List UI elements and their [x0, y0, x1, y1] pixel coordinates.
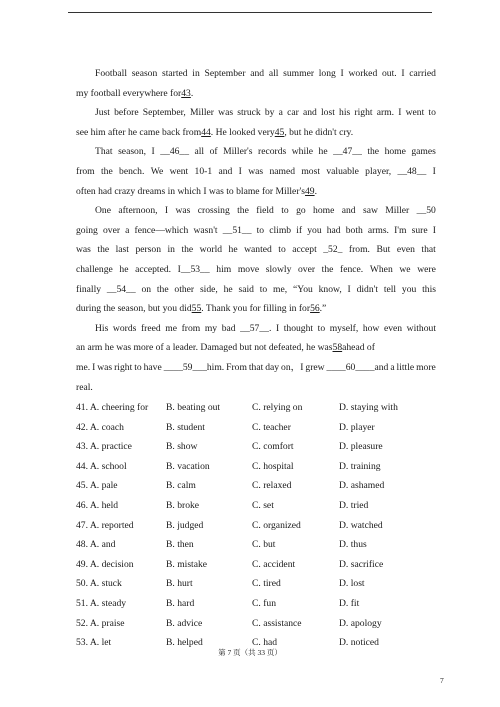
- passage-word: I: [92, 361, 96, 373]
- passage-word: .: [190, 87, 194, 99]
- passage-word: if: [296, 224, 303, 236]
- option-row: [76, 516, 436, 536]
- option-choice: D. apology: [339, 617, 382, 629]
- passage-word: all: [268, 68, 279, 79]
- passage-word: One: [95, 205, 111, 217]
- passage-word: I: [238, 165, 242, 177]
- passage-word: . Thank you for filling in for: [201, 303, 311, 315]
- passage-line: [76, 299, 436, 319]
- option-choice: C. accident: [252, 558, 296, 570]
- passage-word: freed: [140, 322, 161, 334]
- passage-word: crossing: [197, 205, 230, 217]
- passage-word: to: [278, 244, 286, 256]
- passage-line: [76, 162, 436, 182]
- passage-word: bench.: [119, 165, 145, 177]
- passage-word: arms.: [367, 224, 389, 236]
- passage-word: go: [296, 205, 306, 217]
- passage-word: 55: [191, 303, 202, 315]
- option-choice: C. hospital: [252, 460, 294, 472]
- passage-word: he: [119, 263, 129, 275]
- option-row: [76, 496, 436, 516]
- passage-word: finally: [76, 283, 102, 295]
- passage-word: he: [223, 283, 233, 295]
- passage-word: me,: [273, 283, 288, 295]
- option-choice: B. advice: [166, 617, 203, 629]
- passage-word: player,: [365, 165, 392, 177]
- passage-word: myself,: [329, 322, 359, 334]
- option-choice: C. fun: [252, 597, 276, 609]
- option-row: [76, 614, 436, 634]
- passage-word: on，I: [281, 361, 304, 373]
- passage-word: both: [345, 224, 363, 236]
- option-choice: 42. A. coach: [76, 421, 124, 433]
- passage-word: out.: [381, 68, 397, 79]
- passage-word: the: [156, 283, 169, 295]
- passage-word: records: [258, 146, 287, 158]
- passage-word: from: [181, 322, 201, 334]
- option-choice: B. beating out: [166, 402, 221, 413]
- passage-word: in: [192, 68, 200, 79]
- passage-line: [76, 201, 436, 221]
- passage-word: over: [298, 263, 316, 275]
- passage-word: __48__: [397, 165, 427, 177]
- passage-word: and: [250, 68, 265, 79]
- passage-word: I: [151, 146, 155, 158]
- passage-word: person: [135, 244, 162, 256]
- option-choice: C. tired: [252, 578, 281, 590]
- option-choice: B. judged: [166, 519, 204, 531]
- passage-word: a: [278, 107, 283, 119]
- passage-word: I'm: [394, 224, 407, 236]
- passage-word: grew: [305, 361, 325, 373]
- option-row: [76, 555, 436, 575]
- passage-line: [76, 123, 436, 143]
- passage-word: the: [100, 165, 113, 177]
- passage-word: long: [318, 68, 336, 79]
- passage-word: the: [321, 263, 334, 275]
- passage-word: said: [238, 283, 254, 295]
- passage-word: accept: [292, 244, 317, 256]
- passage-word: me.: [76, 361, 91, 373]
- option-choice: C. relying on: [252, 402, 303, 413]
- passage-word: fence—which: [134, 224, 189, 236]
- passage-word: __51__: [222, 224, 252, 236]
- passage-word: didn't: [356, 283, 379, 295]
- passage-word: was: [175, 205, 191, 217]
- passage-word: and: [218, 165, 233, 177]
- passage-word: most: [301, 165, 321, 177]
- passage-word: all: [194, 146, 205, 158]
- passage-word: from.: [348, 244, 370, 256]
- passage-word: I: [164, 205, 169, 217]
- passage-word: before: [114, 107, 139, 119]
- passage-word: I: [401, 68, 405, 79]
- option-choice: B. calm: [166, 480, 196, 492]
- option-choice: C. relaxed: [252, 480, 292, 492]
- option-row: [76, 594, 436, 614]
- passage-word: often had crazy dreams in which I was to blame for Miller's: [76, 185, 305, 197]
- passage-word: Football: [95, 68, 127, 79]
- passage-word: even: [383, 322, 403, 334]
- passage-word: season: [131, 68, 158, 79]
- passage-word: accepted.: [135, 263, 172, 275]
- passage-word: saw: [362, 205, 378, 217]
- option-choice: 52. A. praise: [76, 617, 125, 629]
- passage-word: to: [259, 283, 268, 295]
- passage-word: carried: [409, 68, 436, 79]
- option-row: [76, 476, 436, 496]
- option-choice: 53. A. let: [76, 637, 112, 649]
- passage-line: [76, 378, 436, 398]
- passage-word: know,: [318, 283, 342, 295]
- passage-word: bad: [221, 322, 236, 334]
- passage-word: valuable: [326, 165, 359, 177]
- option-choice: 47. A. reported: [76, 519, 134, 531]
- option-choice: C. had: [252, 637, 278, 649]
- passage-word: how: [362, 322, 380, 334]
- passage-word: the: [237, 205, 249, 217]
- option-row: [76, 535, 436, 555]
- header-rule: [68, 12, 432, 13]
- passage-word: see him after he came back from: [76, 126, 202, 138]
- passage-word: September,: [142, 107, 186, 119]
- passage-word: ahead of: [342, 342, 375, 354]
- passage-word: in: [167, 244, 175, 256]
- passage-word: he: [228, 244, 238, 256]
- passage-word: of: [209, 146, 218, 158]
- passage-word: to: [256, 224, 265, 236]
- passage-word: that: [248, 361, 264, 373]
- passage-word: home: [384, 146, 406, 158]
- passage-word: lost: [321, 107, 335, 119]
- passage-word: the: [181, 244, 194, 256]
- passage-line: [76, 240, 436, 260]
- passage-line: [76, 319, 436, 339]
- passage-word: fence.: [340, 263, 364, 275]
- cloze-passage: [76, 64, 436, 397]
- passage-word: an arm he was more of a leader. Damaged but not defeated, he was: [76, 342, 333, 354]
- option-choice: C. assistance: [252, 617, 302, 629]
- passage-word: was: [97, 361, 113, 373]
- page-number: 7: [440, 676, 444, 685]
- passage-word: and: [341, 205, 356, 217]
- option-row: [76, 437, 436, 457]
- passage-word: little: [396, 361, 415, 373]
- passage-word: right: [354, 107, 373, 119]
- passage-word: real.: [76, 381, 93, 393]
- passage-word: to: [317, 322, 326, 334]
- passage-word: We: [150, 165, 164, 177]
- passage-word: started: [162, 68, 188, 79]
- passage-word: I: [347, 283, 351, 295]
- passage-word: was: [218, 107, 234, 119]
- option-row: [76, 574, 436, 594]
- option-choice: B. mistake: [166, 558, 208, 570]
- passage-word: more: [416, 361, 436, 373]
- passage-line: [76, 280, 436, 300]
- passage-word: over: [102, 224, 121, 236]
- option-choice: C. teacher: [252, 421, 291, 433]
- option-choice: B. show: [166, 441, 198, 453]
- passage-word: on: [141, 283, 152, 295]
- option-choice: B. then: [166, 539, 194, 551]
- option-row: [76, 398, 436, 418]
- passage-word: __46__: [160, 146, 190, 158]
- option-choice: D. ashamed: [339, 480, 385, 492]
- passage-word: wanted: [244, 244, 272, 256]
- option-choice: C. but: [252, 539, 276, 551]
- passage-word: _52_: [323, 244, 343, 256]
- passage-word: move: [237, 263, 260, 275]
- option-choice: 45. A. pale: [76, 480, 118, 492]
- passage-word: __47__: [333, 146, 362, 158]
- passage-word: my football everywhere for: [76, 87, 182, 99]
- passage-word: September: [204, 68, 246, 79]
- passage-word: climb: [269, 224, 292, 236]
- passage-word: going: [76, 224, 98, 236]
- passage-word: season,: [118, 146, 147, 158]
- passage-word: I: [275, 322, 280, 334]
- option-row: [76, 418, 436, 438]
- passage-word: to: [281, 205, 289, 217]
- passage-word: he: [318, 146, 328, 158]
- passage-word: and: [302, 107, 317, 119]
- option-choice: C. comfort: [252, 441, 294, 453]
- passage-word: thought: [283, 322, 314, 334]
- passage-word: I: [432, 224, 436, 236]
- option-choice: D. training: [339, 460, 381, 472]
- answer-options: [76, 398, 436, 653]
- passage-word: went: [169, 165, 189, 177]
- passage-word: __50: [416, 205, 436, 217]
- passage-word: while: [291, 146, 314, 158]
- option-choice: D. lost: [339, 578, 365, 590]
- passage-word: we: [399, 263, 411, 275]
- option-choice: D. noticed: [339, 637, 379, 649]
- option-choice: D. pleasure: [339, 441, 383, 453]
- passage-word: you: [401, 283, 417, 295]
- option-row: [76, 457, 436, 477]
- passage-word: you: [307, 224, 322, 236]
- passage-word: were: [417, 263, 436, 275]
- passage-word: “You: [292, 283, 313, 295]
- passage-word: side,: [199, 283, 218, 295]
- passage-line: [76, 338, 436, 358]
- option-choice: 49. A. decision: [76, 558, 134, 570]
- passage-word: 44: [201, 126, 211, 138]
- passage-word: during the season, but you did: [76, 303, 192, 315]
- passage-word: last: [115, 244, 129, 256]
- passage-word: the: [367, 146, 380, 158]
- passage-word: When: [369, 263, 393, 275]
- passage-word: had: [326, 224, 341, 236]
- option-choice: B. hurt: [166, 578, 193, 590]
- passage-word: slowly: [265, 263, 292, 275]
- option-choice: D. fit: [339, 597, 360, 609]
- option-choice: D. thus: [339, 539, 367, 551]
- passage-word: words: [112, 322, 137, 334]
- passage-word: right: [114, 361, 133, 373]
- passage-word: 45: [274, 126, 285, 138]
- option-choice: D. staying with: [339, 402, 398, 413]
- option-choice: D. sacrifice: [339, 558, 384, 570]
- passage-word: afternoon,: [118, 205, 158, 217]
- option-choice: 44. A. school: [76, 460, 127, 472]
- passage-word: challenge: [76, 263, 113, 275]
- option-choice: 48. A. and: [76, 539, 116, 551]
- passage-word: arm.: [376, 107, 395, 119]
- passage-word: have: [143, 361, 162, 373]
- option-choice: B. student: [166, 421, 205, 433]
- passage-word: His: [95, 322, 109, 334]
- passage-word: Miller: [190, 107, 214, 119]
- passage-word: named: [269, 165, 296, 177]
- option-choice: B. helped: [166, 637, 203, 649]
- passage-word: field: [256, 205, 274, 217]
- passage-word: But: [376, 244, 391, 256]
- option-choice: 41. A. cheering for: [76, 402, 149, 413]
- passage-word: was: [248, 165, 264, 177]
- passage-word: .: [314, 185, 317, 197]
- page-footer: 第 7 页（共 33 页）: [218, 648, 282, 657]
- option-choice: C. organized: [252, 519, 301, 531]
- passage-word: that: [421, 244, 436, 256]
- passage-word: without: [406, 322, 436, 334]
- passage-word: worked: [348, 68, 378, 79]
- passage-line: [76, 103, 436, 123]
- passage-word: a: [390, 361, 395, 373]
- passage-word: other: [174, 283, 195, 295]
- passage-word: 58: [332, 342, 343, 354]
- passage-word: 56: [310, 303, 320, 315]
- passage-line: [76, 221, 436, 241]
- passage-word: . He looked very: [210, 126, 275, 138]
- passage-word: Miller's: [223, 146, 253, 158]
- passage-word: even: [396, 244, 415, 256]
- passage-word: I: [340, 68, 344, 79]
- passage-line: [76, 84, 436, 104]
- passage-word: this: [422, 283, 436, 295]
- passage-word: struck: [237, 107, 261, 119]
- passage-word: .”: [319, 303, 327, 315]
- passage-word: by: [264, 107, 275, 119]
- passage-word: , but he didn't cry.: [284, 126, 354, 138]
- option-choice: 46. A. held: [76, 499, 119, 511]
- passage-word: sure: [411, 224, 428, 236]
- option-choice: D. player: [339, 421, 375, 433]
- passage-word: me: [165, 322, 177, 334]
- passage-word: ____59___him.: [163, 361, 225, 373]
- option-choice: B. hard: [166, 597, 195, 609]
- passage-line: [76, 182, 436, 202]
- option-choice: D. tried: [339, 499, 369, 511]
- passage-word: summer: [283, 68, 315, 79]
- option-choice: B. broke: [166, 499, 200, 511]
- passage-word: from: [76, 165, 95, 177]
- passage-word: From: [226, 361, 247, 373]
- passage-word: day: [265, 361, 280, 373]
- option-choice: B. vacation: [166, 460, 210, 472]
- passage-word: car: [287, 107, 299, 119]
- passage-line: [76, 64, 436, 84]
- option-choice: 50. A. stuck: [76, 578, 122, 590]
- passage-word: him: [216, 263, 232, 275]
- option-choice: 51. A. steady: [76, 597, 127, 609]
- passage-word: the: [97, 244, 110, 256]
- passage-line: [76, 358, 436, 378]
- option-choice: C. set: [252, 499, 274, 511]
- option-choice: 43. A. practice: [76, 441, 132, 453]
- passage-word: games: [411, 146, 436, 158]
- passage-word: wasn't: [193, 224, 218, 236]
- passage-word: was: [76, 244, 91, 256]
- passage-word: 43: [181, 87, 191, 99]
- passage-word: Miller: [385, 205, 410, 217]
- passage-word: my: [204, 322, 218, 334]
- passage-word: __57__.: [240, 322, 272, 334]
- passage-word: I__53__: [177, 263, 210, 275]
- passage-word: I: [398, 107, 402, 119]
- passage-word: __54__: [106, 283, 136, 295]
- passage-word: a: [125, 224, 130, 236]
- passage-word: 10-1: [194, 165, 213, 177]
- passage-line: [76, 260, 436, 280]
- passage-word: ____60____and: [326, 361, 389, 373]
- passage-word: That: [95, 146, 113, 158]
- passage-line: [76, 142, 436, 162]
- passage-word: home: [313, 205, 335, 217]
- passage-word: to: [134, 361, 142, 373]
- passage-word: I: [432, 165, 436, 177]
- passage-word: to: [428, 107, 436, 119]
- passage-word: went: [405, 107, 425, 119]
- passage-word: Just: [95, 107, 110, 119]
- passage-word: tell: [383, 283, 397, 295]
- passage-word: world: [199, 244, 223, 256]
- passage-word: his: [339, 107, 351, 119]
- passage-word: 49: [304, 185, 315, 197]
- option-choice: D. watched: [339, 519, 383, 531]
